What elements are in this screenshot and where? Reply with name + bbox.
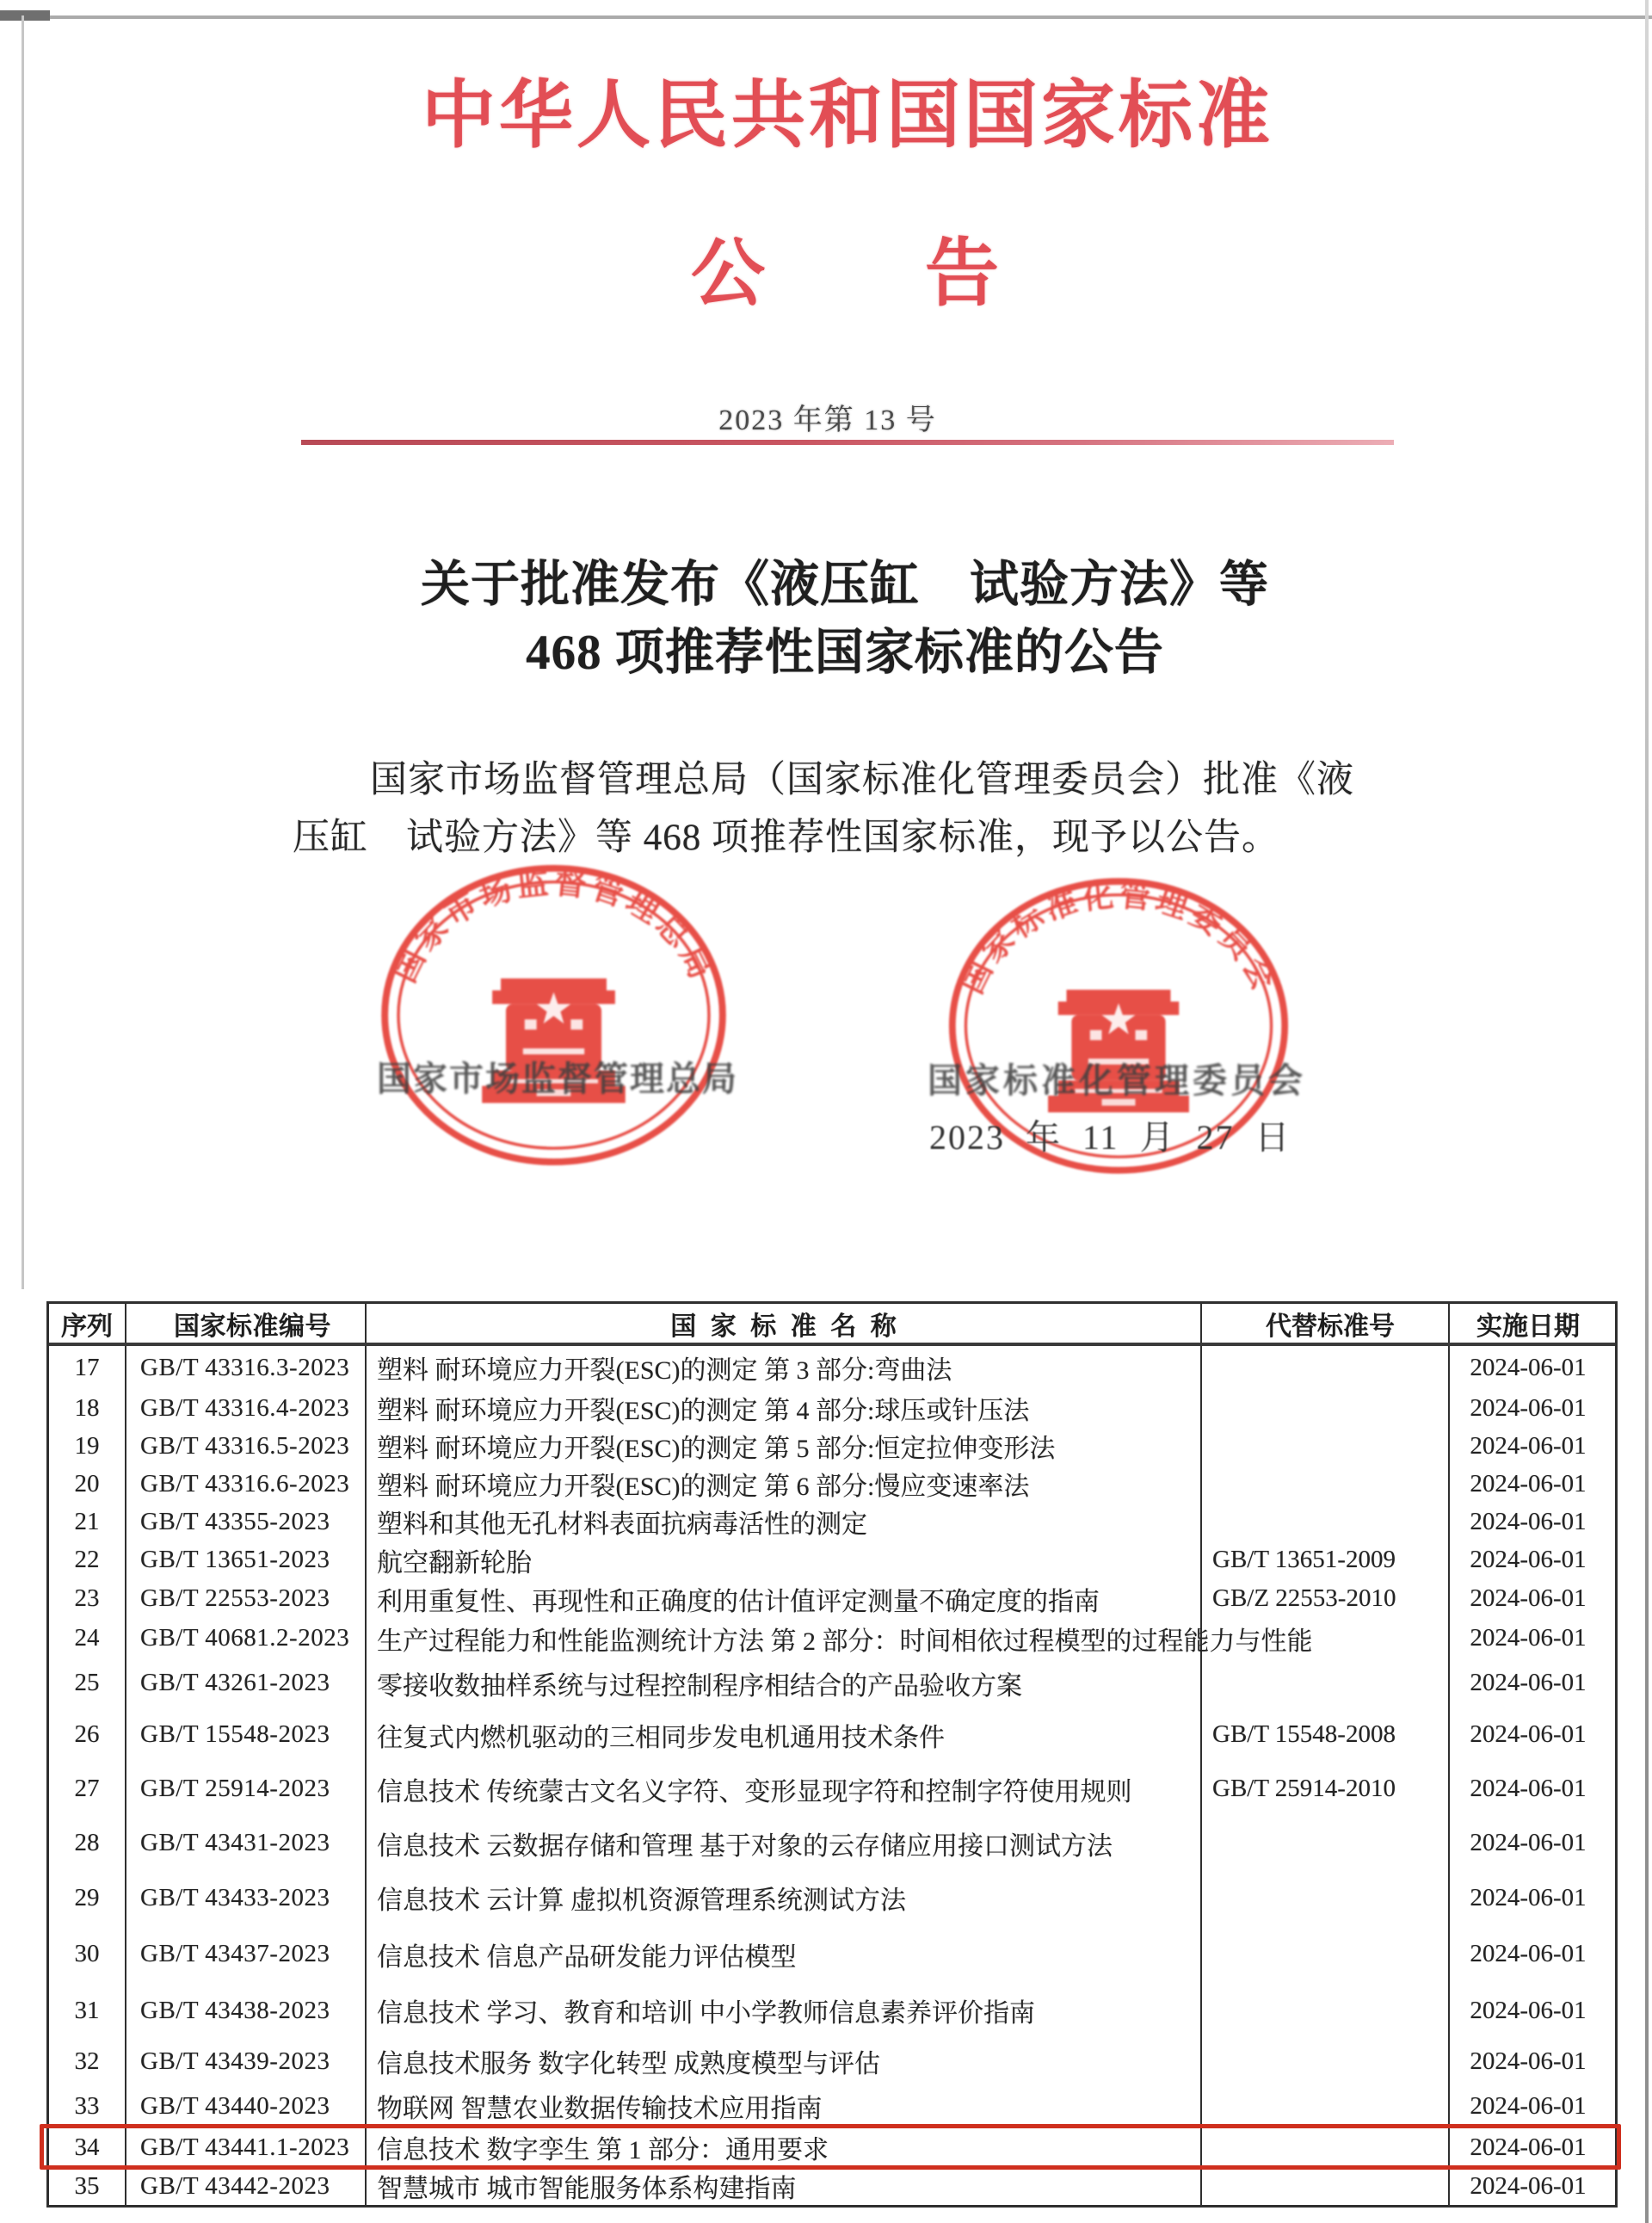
table-cell-name: 信息技术 云数据存储和管理 基于对象的云存储应用接口测试方法 xyxy=(367,1816,1202,1870)
table-header-cell-1: 国家标准编号 xyxy=(126,1304,367,1343)
table-cell-name: 信息技术 传统蒙古文名义字符、变形显现字符和控制字符使用规则 xyxy=(367,1762,1202,1816)
table-cell-name: 信息技术服务 数字化转型 成熟度模型与评估 xyxy=(367,2038,1202,2084)
table-cell-code: GB/T 43316.4-2023 xyxy=(126,1389,367,1427)
table-cell-name: 信息技术 云计算 虚拟机资源管理系统测试方法 xyxy=(367,1870,1202,1925)
table-cell-replaces xyxy=(1202,1465,1450,1503)
table-cell-replaces xyxy=(1202,1983,1450,2038)
agency-name-right: 国家标准化管理委员会 xyxy=(928,1061,1306,1100)
table-cell-name: 物联网 智慧农业数据传输技术应用指南 xyxy=(367,2084,1202,2127)
table-cell-seq: 18 xyxy=(49,1389,126,1427)
table-cell-date: 2024-06-01 xyxy=(1470,1546,1587,1573)
table-cell-replaces xyxy=(1202,1389,1450,1427)
table-row xyxy=(49,1870,1615,1925)
table-cell-code: GB/T 43316.3-2023 xyxy=(126,1346,367,1389)
table-cell-date: 2024-06-01 xyxy=(1470,2171,1587,2200)
table-header-cell-2: 国家标准名称 xyxy=(367,1304,1202,1343)
table-cell-date: 2024-06-01 xyxy=(1470,1775,1587,1802)
scan-edge-top-corner xyxy=(0,10,50,21)
table-cell-replaces xyxy=(1202,1925,1450,1983)
table-cell-replaces xyxy=(1202,2167,1450,2205)
table-cell-date: 2024-06-01 xyxy=(1470,1353,1587,1381)
table-cell-code: GB/T 43316.5-2023 xyxy=(126,1427,367,1465)
table-cell-seq: 26 xyxy=(49,1707,126,1762)
table-row xyxy=(49,1427,1615,1465)
announcement-char-1: 公 xyxy=(691,232,765,315)
table-cell-name: 塑料 耐环境应力开裂(ESC)的测定 第 5 部分:恒定拉伸变形法 xyxy=(367,1427,1202,1465)
table-cell-code: GB/T 43439-2023 xyxy=(126,2038,367,2084)
table-row xyxy=(49,2084,1615,2127)
table-row xyxy=(49,1618,1615,1658)
table-cell-date: 2024-06-01 xyxy=(1470,1431,1587,1460)
seal-arc-text-right: 国家标准化管理委员会 xyxy=(954,878,1283,999)
table-cell-seq: 34 xyxy=(49,2127,126,2167)
scan-edge-right xyxy=(1645,0,1649,2223)
table-header-cell-0: 序列 xyxy=(49,1304,126,1343)
table-cell-replaces xyxy=(1202,1427,1450,1465)
table-cell-replaces xyxy=(1202,2038,1450,2084)
table-row xyxy=(49,1579,1615,1618)
table-cell-seq: 27 xyxy=(49,1762,126,1816)
announcement-char-2: 告 xyxy=(925,232,999,315)
table-cell-seq: 32 xyxy=(49,2038,126,2084)
table-cell-replaces xyxy=(1202,1346,1450,1389)
table-cell-date: 2024-06-01 xyxy=(1470,1996,1587,2024)
table-cell-date: 2024-06-01 xyxy=(1470,1829,1587,1856)
table-cell-name: 利用重复性、再现性和正确度的估计值评定测量不确定度的指南 xyxy=(367,1579,1202,1618)
issue-number: 2023 年第 13 号 xyxy=(718,404,937,436)
scan-edge-top xyxy=(0,15,1652,19)
table-cell-code: GB/T 15548-2023 xyxy=(126,1707,367,1762)
standards-table xyxy=(46,1301,1618,2208)
table-header-cell-3: 代替标准号 xyxy=(1202,1304,1450,1343)
table-cell-code: GB/T 43442-2023 xyxy=(126,2167,367,2205)
table-cell-replaces: GB/T 13651-2009 xyxy=(1202,1541,1450,1579)
table-row xyxy=(49,2167,1615,2205)
agency-name-left: 国家市场监督管理总局 xyxy=(377,1059,738,1098)
table-cell-seq: 33 xyxy=(49,2084,126,2127)
table-cell-seq: 35 xyxy=(49,2167,126,2205)
table-cell-date: 2024-06-01 xyxy=(1470,1720,1587,1748)
table-cell-name: 塑料 耐环境应力开裂(ESC)的测定 第 6 部分:慢应变速率法 xyxy=(367,1465,1202,1503)
table-row xyxy=(49,1389,1615,1427)
table-cell-name: 往复式内燃机驱动的三相同步发电机通用技术条件 xyxy=(367,1707,1202,1762)
table-cell-code: GB/T 43437-2023 xyxy=(126,1925,367,1983)
table-cell-name: 信息技术 学习、教育和培训 中小学教师信息素养评价指南 xyxy=(367,1983,1202,2038)
table-row xyxy=(49,1925,1615,1983)
table-cell-date: 2024-06-01 xyxy=(1470,1584,1587,1612)
table-row xyxy=(49,1707,1615,1762)
highlight-box xyxy=(40,2124,1621,2170)
notice-heading-line1: 关于批准发布《液压缸 试验方法》等 xyxy=(421,558,1269,612)
table-cell-date: 2024-06-01 xyxy=(1470,2133,1587,2161)
table-cell-seq: 24 xyxy=(49,1618,126,1658)
table-cell-replaces xyxy=(1202,1816,1450,1870)
table-cell-code: GB/T 43438-2023 xyxy=(126,1983,367,2038)
announcement-word xyxy=(19,213,1652,320)
table-row xyxy=(49,1346,1615,1389)
table-cell-seq: 31 xyxy=(49,1983,126,2038)
table-cell-date: 2024-06-01 xyxy=(1470,1393,1587,1422)
table-cell-code: GB/T 43433-2023 xyxy=(126,1870,367,1925)
notice-body-line2: 压缸 试验方法》等 468 项推荐性国家标准，现予以公告。 xyxy=(293,818,1279,858)
table-cell-replaces: GB/Z 22553-2010 xyxy=(1202,1579,1450,1618)
table-cell-seq: 29 xyxy=(49,1870,126,1925)
table-row xyxy=(49,1658,1615,1707)
red-divider-rule xyxy=(301,440,1394,445)
table-cell-code: GB/T 13651-2023 xyxy=(126,1541,367,1579)
table-cell-date: 2024-06-01 xyxy=(1470,2091,1587,2120)
table-cell-code: GB/T 40681.2-2023 xyxy=(126,1618,367,1658)
table-row xyxy=(49,1465,1615,1503)
table-header-row xyxy=(49,1304,1615,1343)
table-cell-name: 航空翻新轮胎 xyxy=(367,1541,1202,1579)
table-row xyxy=(49,2038,1615,2084)
table-cell-code: GB/T 25914-2023 xyxy=(126,1762,367,1816)
table-cell-replaces xyxy=(1202,1870,1450,1925)
table-cell-name: 零接收数抽样系统与过程控制程序相结合的产品验收方案 xyxy=(367,1658,1202,1707)
table-cell-seq: 23 xyxy=(49,1579,126,1618)
table-cell-name: 信息技术 数字孪生 第 1 部分：通用要求 xyxy=(367,2127,1202,2167)
table-cell-seq: 19 xyxy=(49,1427,126,1465)
table-cell-code: GB/T 43431-2023 xyxy=(126,1816,367,1870)
table-cell-code: GB/T 43261-2023 xyxy=(126,1658,367,1707)
table-cell-replaces xyxy=(1202,1503,1450,1541)
table-body xyxy=(49,1346,1615,2205)
table-row xyxy=(49,1541,1615,1579)
table-cell-seq: 21 xyxy=(49,1503,126,1541)
table-cell-code: GB/T 22553-2023 xyxy=(126,1579,367,1618)
table-row xyxy=(49,1762,1615,1816)
table-cell-replaces xyxy=(1202,2084,1450,2127)
table-cell-seq: 28 xyxy=(49,1816,126,1870)
table-row xyxy=(49,1503,1615,1541)
table-cell-replaces: GB/T 25914-2010 xyxy=(1202,1762,1450,1816)
table-cell-name: 信息技术 信息产品研发能力评估模型 xyxy=(367,1925,1202,1983)
seal-arc-text-left: 国家市场监督管理总局 xyxy=(386,864,721,988)
table-cell-seq: 17 xyxy=(49,1346,126,1389)
table-cell-code: GB/T 43440-2023 xyxy=(126,2084,367,2127)
notice-heading-line2: 468 项推荐性国家标准的公告 xyxy=(526,626,1164,680)
official-seal-left xyxy=(379,863,729,1167)
table-cell-date: 2024-06-01 xyxy=(1470,1469,1587,1497)
table-cell-replaces: GB/T 15548-2008 xyxy=(1202,1707,1450,1762)
table-cell-name: 塑料 耐环境应力开裂(ESC)的测定 第 4 部分:球压或针压法 xyxy=(367,1389,1202,1427)
table-cell-replaces xyxy=(1202,1658,1450,1707)
table-cell-date: 2024-06-01 xyxy=(1470,2047,1587,2075)
table-row xyxy=(49,1983,1615,2038)
table-cell-date: 2024-06-01 xyxy=(1470,1940,1587,1967)
table-cell-date: 2024-06-01 xyxy=(1470,1669,1587,1696)
notice-body-line1: 国家市场监督管理总局（国家标准化管理委员会）批准《液 xyxy=(370,760,1354,800)
table-cell-code: GB/T 43316.6-2023 xyxy=(126,1465,367,1503)
table-cell-name: 塑料 耐环境应力开裂(ESC)的测定 第 3 部分:弯曲法 xyxy=(367,1346,1202,1389)
table-row xyxy=(49,1816,1615,1870)
table-cell-date: 2024-06-01 xyxy=(1470,1507,1587,1535)
table-cell-name: 生产过程能力和性能监测统计方法 第 2 部分：时间相依过程模型的过程能力与性能 xyxy=(367,1618,1202,1658)
publish-date: 2023 年 11 月 27 日 xyxy=(929,1118,1291,1157)
table-cell-seq: 22 xyxy=(49,1541,126,1579)
table-cell-date: 2024-06-01 xyxy=(1470,1883,1587,1911)
table-cell-seq: 20 xyxy=(49,1465,126,1503)
document-title: 中华人民共和国国家标准 xyxy=(422,74,1273,157)
table-cell-seq: 30 xyxy=(49,1925,126,1983)
table-cell-date: 2024-06-01 xyxy=(1470,1624,1587,1652)
table-cell-name: 塑料和其他无孔材料表面抗病毒活性的测定 xyxy=(367,1503,1202,1541)
table-cell-seq: 25 xyxy=(49,1658,126,1707)
table-cell-name: 智慧城市 城市智能服务体系构建指南 xyxy=(367,2167,1202,2205)
table-cell-code: GB/T 43355-2023 xyxy=(126,1503,367,1541)
table-header-cell-4: 实施日期 xyxy=(1476,1312,1580,1341)
table-cell-code: GB/T 43441.1-2023 xyxy=(126,2127,367,2167)
table-cell-replaces xyxy=(1202,1618,1450,1658)
